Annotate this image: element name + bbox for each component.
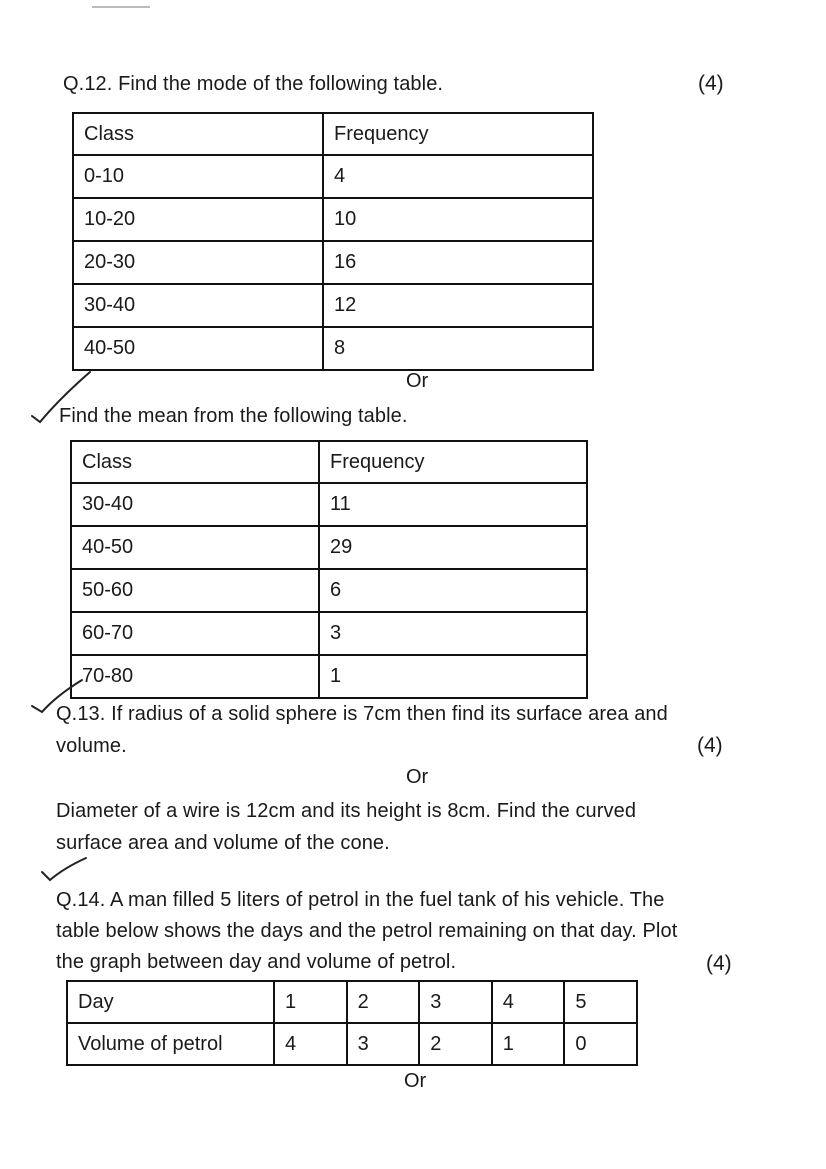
table-cell: 40-50 [71,526,319,569]
q13-marks: (4) [697,734,723,757]
checkmark-icon [40,856,90,886]
table-cell: 8 [323,327,593,370]
q13-alt-line1: Diameter of a wire is 12cm and its height is 8cm. Find the curved [56,800,637,822]
table-row [71,526,587,569]
table-cell: 11 [319,483,587,526]
table-cell: 30-40 [71,483,319,526]
table-cell: 70-80 [71,655,319,698]
table-cell: 6 [319,569,587,612]
q13-line2: volume. [56,735,127,757]
table-row [71,483,587,526]
table-row [73,284,593,327]
table-cell: 2 [419,1023,492,1065]
table-header-row [73,113,593,155]
table-header-cell: Frequency [323,113,593,155]
table-cell: 60-70 [71,612,319,655]
table-row [71,612,587,655]
table-cell: 40-50 [73,327,323,370]
table-row [67,1023,637,1065]
q12-question: Q.12. Find the mode of the following table. [63,73,444,95]
q14-or: Or [404,1070,427,1092]
table-cell: 20-30 [73,241,323,284]
table-cell: 2 [347,981,420,1023]
table-header-cell: Class [73,113,323,155]
table-header-cell: Frequency [319,441,587,483]
table-header-cell: Volume of petrol [67,1023,274,1065]
table-row [73,241,593,284]
q13-alt-line2: surface area and volume of the cone. [56,832,390,854]
table-cell: 50-60 [71,569,319,612]
table-header-cell: Day [67,981,274,1023]
q14-petrol-table [66,980,638,1066]
table-cell: 1 [492,1023,565,1065]
q13-line1: Q.13. If radius of a solid sphere is 7cm then find its surface area and [56,703,668,725]
q14-line3: the graph between day and volume of petrol. [56,951,457,973]
table-cell: 3 [347,1023,420,1065]
table-cell: 1 [319,655,587,698]
q12-or: Or [406,370,429,392]
table-cell: 0 [564,1023,637,1065]
q12-mean-table [70,440,588,699]
table-cell: 4 [274,1023,347,1065]
table-cell: 10-20 [73,198,323,241]
table-cell: 0-10 [73,155,323,198]
table-cell: 29 [319,526,587,569]
table-row [73,198,593,241]
table-cell: 3 [319,612,587,655]
q14-line2: table below shows the days and the petrol remaining on that day. Plot [56,920,678,942]
table-row [71,655,587,698]
q12-alt-question: Find the mean from the following table. [59,405,408,427]
table-row [73,327,593,370]
table-cell: 5 [564,981,637,1023]
table-cell: 4 [323,155,593,198]
table-row [71,569,587,612]
table-row [73,155,593,198]
table-cell: 12 [323,284,593,327]
q14-marks: (4) [706,952,732,975]
table-header-row [71,441,587,483]
table-cell: 4 [492,981,565,1023]
table-cell: 10 [323,198,593,241]
table-cell: 1 [274,981,347,1023]
q13-or: Or [406,766,429,788]
scan-artifact-line [92,6,150,8]
table-cell: 3 [419,981,492,1023]
table-header-cell: Class [71,441,319,483]
q12-marks: (4) [698,72,724,95]
q14-line1: Q.14. A man filled 5 liters of petrol in the fuel tank of his vehicle. The [56,889,665,911]
table-cell: 16 [323,241,593,284]
table-row [67,981,637,1023]
q12-mode-table [72,112,594,371]
table-cell: 30-40 [73,284,323,327]
